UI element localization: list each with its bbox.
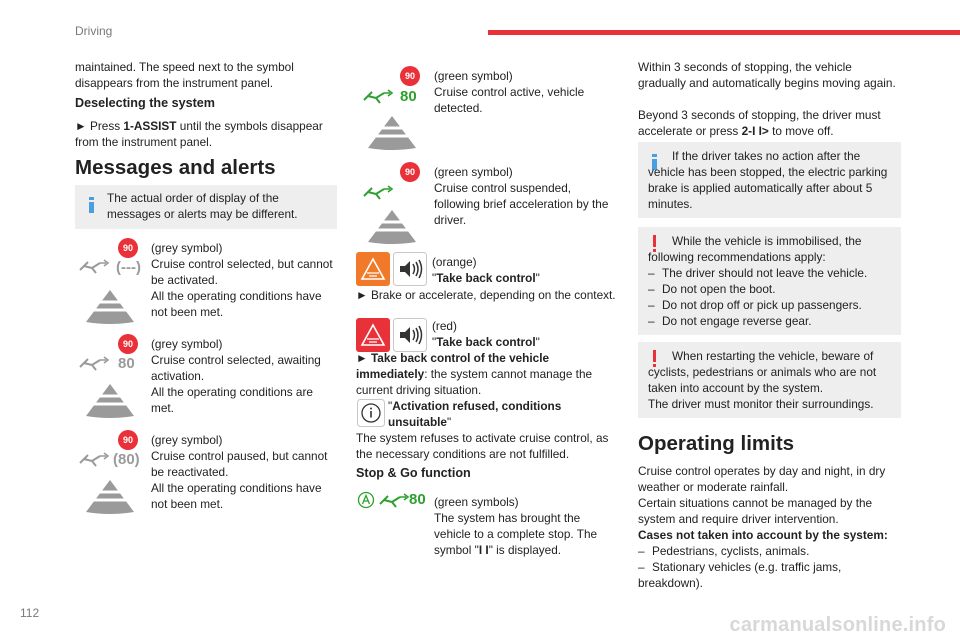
speed-limit-badge-icon: 90 bbox=[118, 238, 138, 258]
entry-description: (grey symbol) Cruise control paused, but cannot be reactivated. All the operating conditions have not been met. bbox=[151, 433, 328, 511]
speed-display: 80 bbox=[400, 88, 417, 105]
intro-paragraph: maintained. The speed next to the symbol disappears from the instrument panel. bbox=[75, 60, 294, 90]
info-note-text: The actual order of display of the messages or alerts may be different. bbox=[107, 191, 298, 221]
warning-triangle-icon bbox=[356, 318, 390, 352]
warning-triangle-icon bbox=[356, 252, 390, 286]
warning-text: The driver must monitor their surroundings. bbox=[648, 397, 874, 411]
alert-description: (orange) "Take back control" bbox=[432, 255, 540, 285]
beyond-paragraph: Beyond 3 seconds of stopping, the driver must accelerate or press 2-I I> to move off. bbox=[638, 108, 881, 138]
speed-limit-badge-icon: 90 bbox=[400, 66, 420, 86]
autohold-icon bbox=[357, 491, 375, 509]
speed-display: (80) bbox=[113, 451, 140, 468]
vehicle-ahead-icon bbox=[366, 114, 418, 152]
list-item: – The driver should not leave the vehicle. bbox=[648, 266, 868, 280]
cruise-speed-icon bbox=[78, 258, 112, 276]
speed-limit-badge-icon: 90 bbox=[118, 430, 138, 450]
cruise-speed-icon bbox=[78, 451, 112, 469]
warning-box bbox=[638, 227, 901, 335]
refused-message: "Activation refused, conditions unsuitable" bbox=[388, 399, 562, 429]
page-number: 112 bbox=[20, 606, 40, 620]
speed-limit-badge-icon: 90 bbox=[118, 334, 138, 354]
speaker-icon bbox=[393, 318, 427, 352]
info-note-box bbox=[75, 185, 337, 229]
cruise-speed-icon bbox=[362, 184, 396, 202]
limits-body: Cruise control operates by day and night, in dry weather or moderate rainfall. Certain situations cannot be managed by the system and require driver intervention. Cases not taken into account by the system: – Pedestrians, cyclists, animals. – Stationary vehicles (e.g. traffic jams, breakdown). bbox=[638, 463, 900, 591]
deselect-instruction: ► Press 1-ASSIST until the symbols disappear from the instrument panel. bbox=[75, 119, 323, 149]
warning-intro: While the vehicle is immobilised, the following recommendations apply: bbox=[648, 234, 862, 264]
entry-description: (grey symbol) Cruise control selected, but cannot be activated. All the operating conditions have not been met. bbox=[151, 241, 333, 319]
vehicle-ahead-icon bbox=[84, 478, 136, 516]
info-note-box bbox=[638, 142, 901, 218]
info-icon bbox=[357, 399, 385, 427]
info-marker-icon bbox=[89, 197, 94, 213]
warning-list bbox=[648, 265, 898, 329]
info-note-text: If the driver takes no action after the vehicle has been stopped, the electric parking brake is applied automatically after about 5 minutes. bbox=[648, 149, 888, 211]
list-item: – Do not open the boot. bbox=[648, 282, 776, 296]
list-item: – Pedestrians, cyclists, animals. bbox=[638, 544, 810, 558]
alert-description: (red) "Take back control" bbox=[432, 319, 540, 349]
watermark: carmanualsonline.info bbox=[729, 614, 946, 636]
stopgo-heading: Stop & Go function bbox=[356, 466, 471, 480]
refused-body: The system refuses to activate cruise control, as the necessary conditions are not fulfilled. bbox=[356, 431, 609, 461]
vehicle-ahead-icon bbox=[84, 382, 136, 420]
limits-heading: Operating limits bbox=[638, 432, 795, 455]
vehicle-ahead-icon bbox=[84, 288, 136, 326]
entry-description: (green symbol) Cruise control suspended, following brief acceleration by the driver. bbox=[434, 165, 609, 227]
speed-display: (---) bbox=[116, 259, 141, 276]
list-item: – Stationary vehicles (e.g. traffic jams, breakdown). bbox=[638, 560, 842, 590]
restart-paragraph: Within 3 seconds of stopping, the vehicle gradually and automatically begins moving again. bbox=[638, 60, 896, 90]
messages-heading: Messages and alerts bbox=[75, 156, 276, 179]
list-item: – Do not drop off or pick up passengers. bbox=[648, 298, 862, 312]
vehicle-ahead-icon bbox=[366, 208, 418, 246]
list-item: – Do not engage reverse gear. bbox=[648, 314, 812, 328]
speaker-icon bbox=[393, 252, 427, 286]
warning-box bbox=[638, 342, 901, 418]
cruise-speed-icon bbox=[362, 88, 396, 106]
entry-description: (grey symbol) Cruise control selected, awaiting activation. All the operating conditions are met. bbox=[151, 337, 321, 415]
alert-action: ► Brake or accelerate, depending on the context. bbox=[356, 288, 616, 302]
cruise-speed-icon bbox=[78, 355, 112, 373]
stopgo-description: (green symbols) The system has brought the vehicle to a complete stop. The symbol "I I" is displayed. bbox=[434, 495, 598, 557]
section-title: Driving bbox=[75, 24, 113, 38]
header-accent-bar bbox=[488, 30, 960, 35]
warning-text: When restarting the vehicle, beware of cyclists, pedestrians or animals who are not taken into account by the system. bbox=[648, 349, 877, 395]
deselect-heading: Deselecting the system bbox=[75, 96, 215, 110]
speed-display: 80 bbox=[118, 355, 135, 372]
cruise-speed-icon bbox=[378, 492, 412, 510]
speed-display: 80 bbox=[409, 491, 426, 508]
alert-action: ► Take back control of the vehicle immediately: the system cannot manage the current driving situation. bbox=[356, 351, 593, 397]
entry-description: (green symbol) Cruise control active, vehicle detected. bbox=[434, 69, 585, 115]
speed-limit-badge-icon: 90 bbox=[400, 162, 420, 182]
